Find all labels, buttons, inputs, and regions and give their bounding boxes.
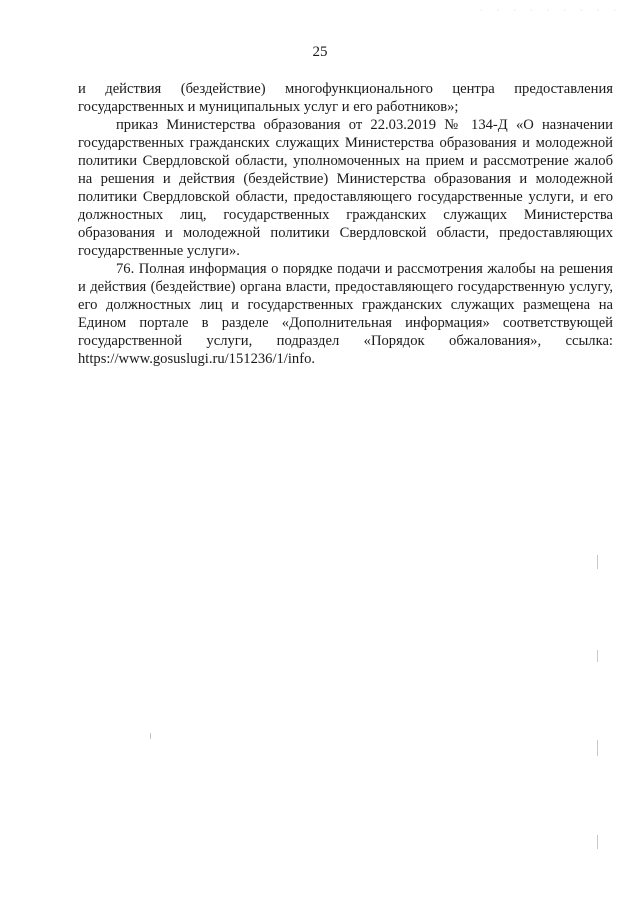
paragraph-clause-76: 76. Полная информация о порядке подачи и рассмотрения жалобы на решения и действия (бездействие) органа власти, предоставляющего государственную услугу, его должностных лиц и государственных гражданских служащих размещена на Едином портале в разделе «Дополнительная информация» соответствующей государственной услуги, подраздел «Порядок обжалования», ссылка: https://www.gosuslugi.ru/151236/1/info. — [78, 261, 613, 367]
paragraph-order-reference: приказ Министерства образования от 22.03.2019 № 134-Д «О назначении государственных гражданских служащих Министерства образования и молодежной политики Свердловской области, уполномоченных на прием и рассмотрение жалоб на решения и действия (бездействие) Министерства образования и молодежной политики Свердловской области, предоставляющего государственные услуги, и его должностных лиц, государственных гражданских служащих Министерства образования и молодежной политики Свердловской области, предоставляющих государственные услуги». — [78, 117, 613, 259]
scan-artifact-dots: · · · · · · · · · — [480, 6, 622, 15]
scan-artifact-line — [597, 650, 598, 662]
scan-artifact-line — [597, 555, 598, 569]
scan-artifact-line — [597, 835, 598, 849]
paragraph-continuation: и действия (бездействие) многофункционального центра предоставления государственных и муниципальных услуг и его работников»; — [78, 81, 613, 115]
scan-artifact-line — [150, 733, 151, 739]
page-number: 25 — [312, 44, 328, 60]
scan-artifact-line — [597, 740, 598, 756]
document-body — [78, 80, 613, 368]
